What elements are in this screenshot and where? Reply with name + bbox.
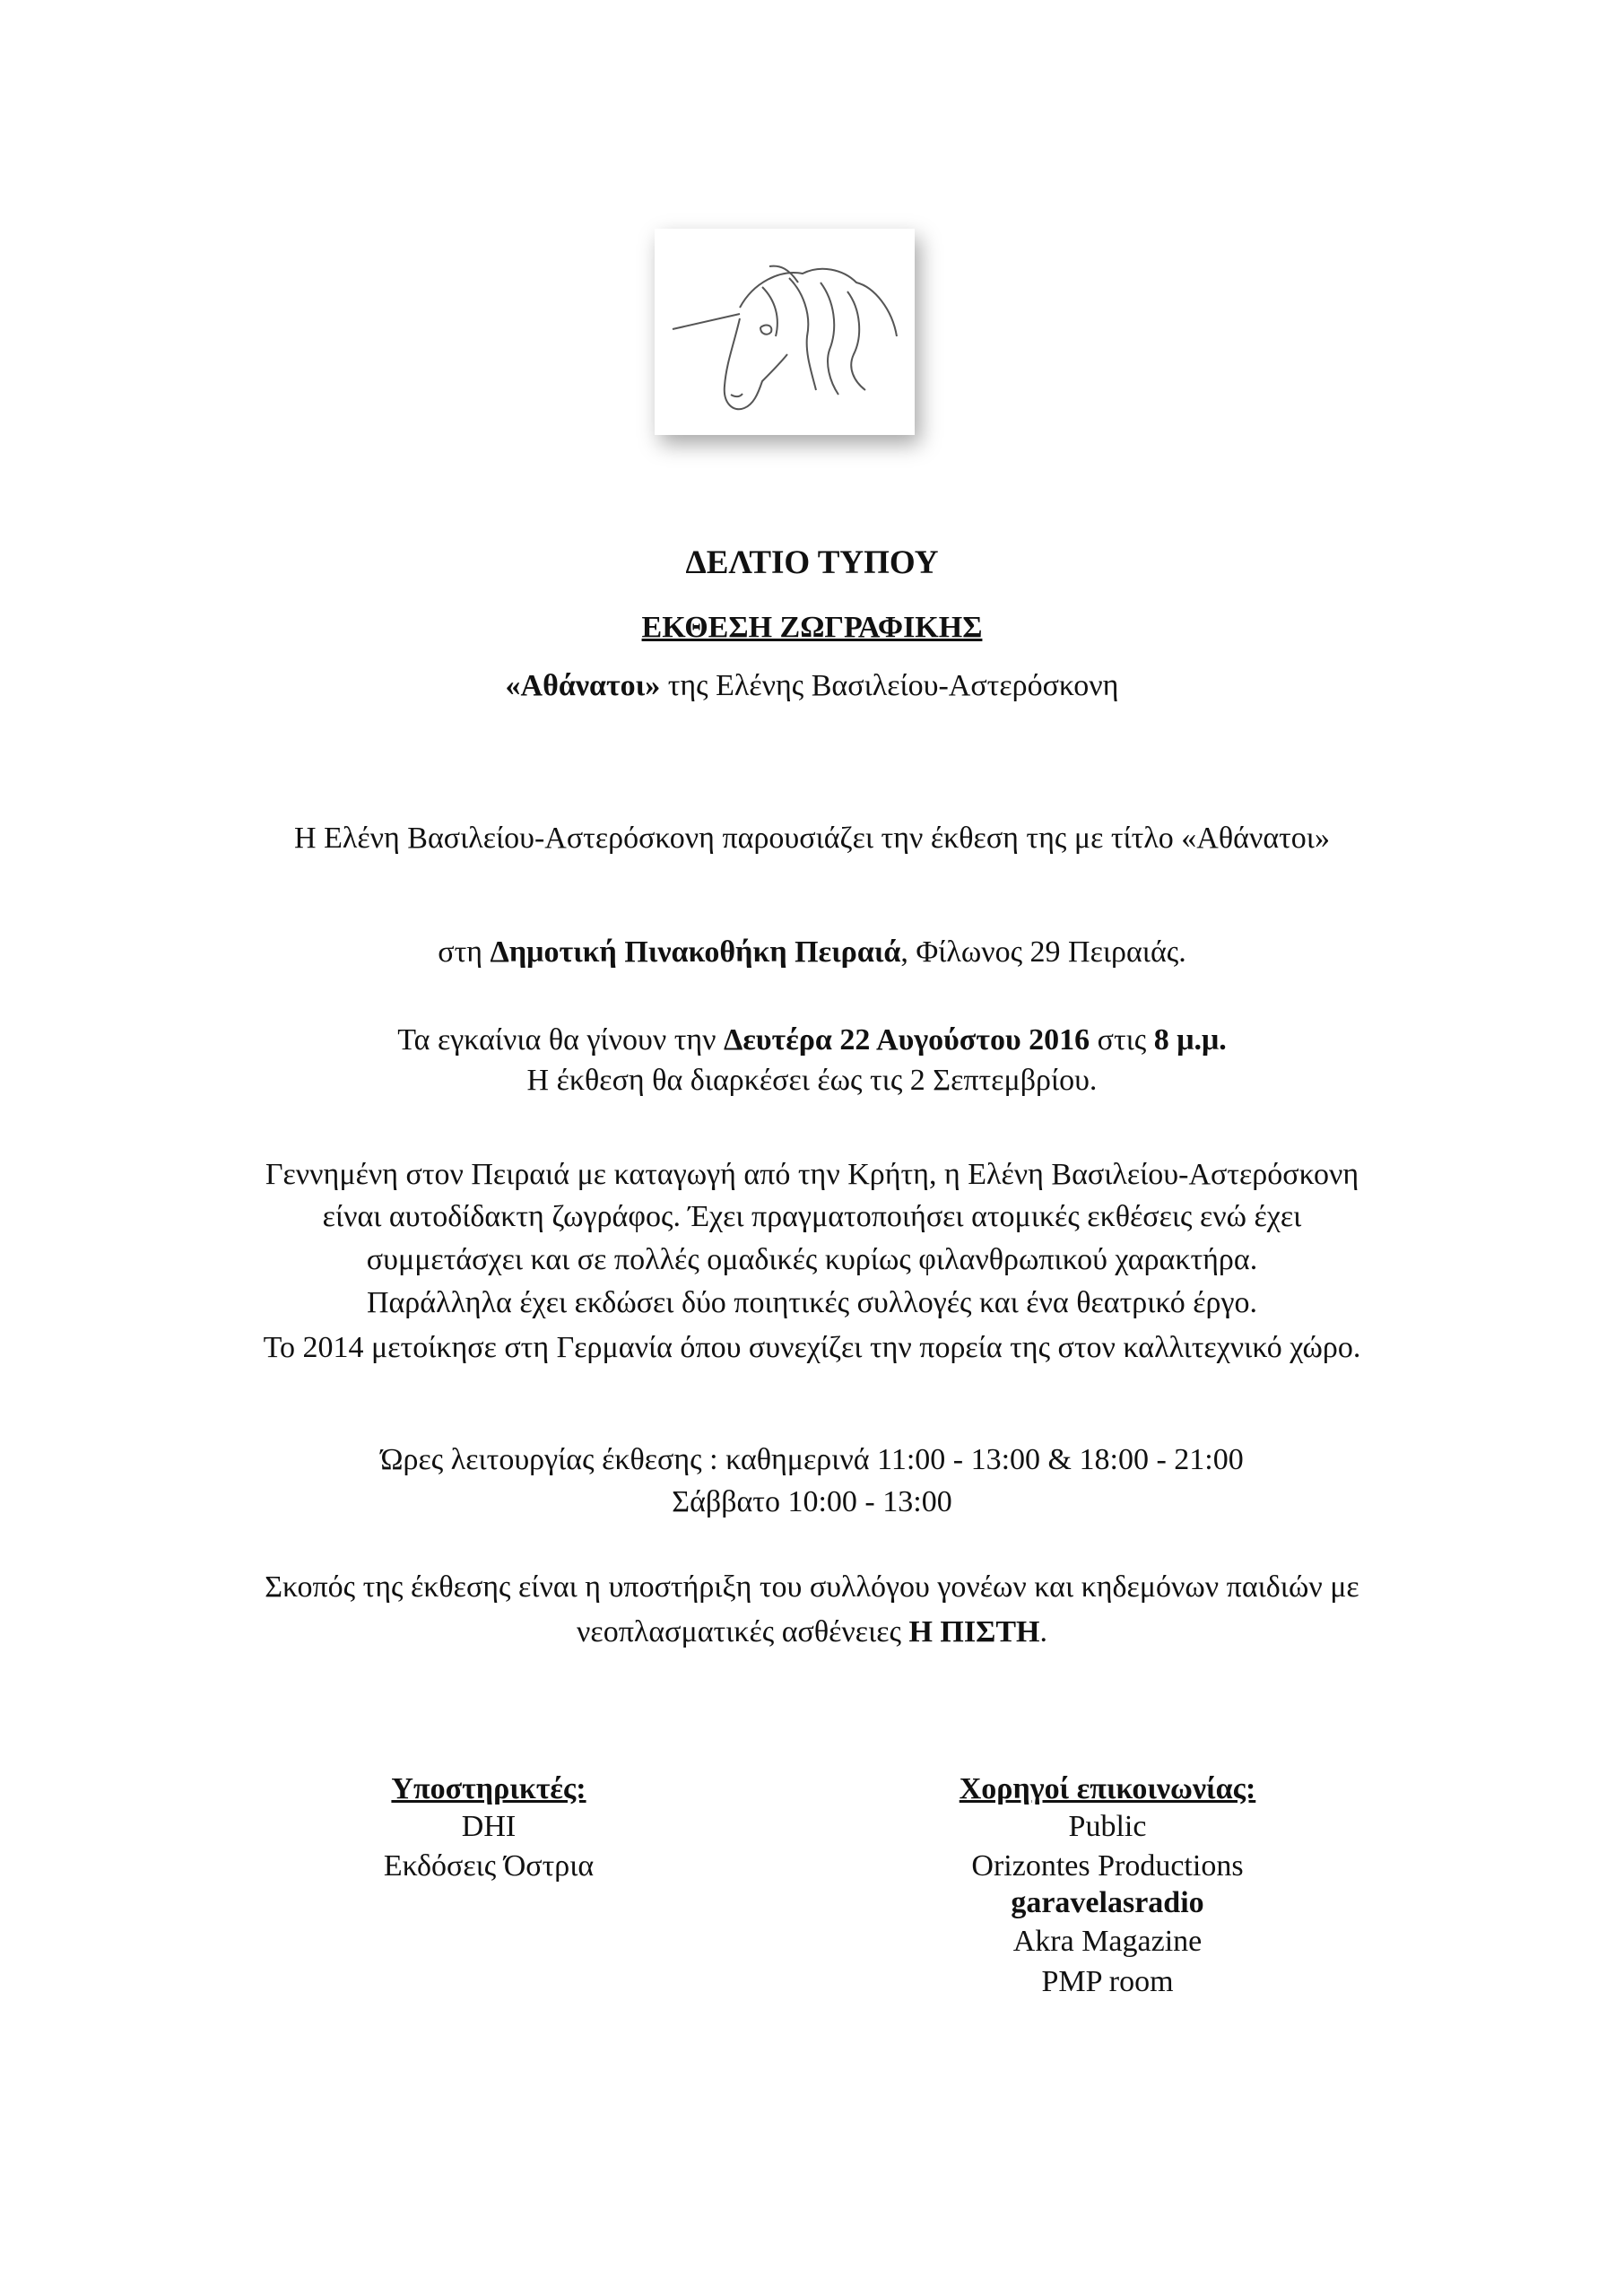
logo-image: [655, 229, 915, 435]
bio-line: Το 2014 μετοίκησε στη Γερμανία όπου συνεχίζει την πορεία της στον καλλιτεχνικό χώρο.: [263, 1331, 1361, 1364]
opening-line: [0, 1020, 1624, 1061]
purpose-prefix: νεοπλασματικές ασθένειες: [577, 1615, 909, 1648]
venue-address: , Φίλωνος 29 Πειραιάς.: [900, 935, 1186, 969]
venue-prefix: στη: [438, 935, 491, 969]
purpose-suffix: .: [1039, 1615, 1047, 1648]
organization-name: Η ΠΙΣΤΗ: [908, 1615, 1040, 1648]
document-subtitle: ΕΚΘΕΣΗ ΖΩΓΡΑΦΙΚΗΣ: [641, 611, 983, 644]
bio-line: είναι αυτοδίδακτη ζωγράφος. Έχει πραγματοποιήσει ατομικές εκθέσεις ενώ έχει: [322, 1200, 1302, 1233]
document-title: ΔΕΛΤΙΟ ΤΥΠΟΥ: [685, 544, 939, 581]
bio-line: συμμετάσχει και σε πολλές ομαδικές κυρίως φιλανθρωπικού χαρακτήρα.: [366, 1243, 1258, 1276]
exhibit-artist: της Ελένης Βασιλείου-Αστερόσκονη: [660, 669, 1119, 702]
intro-text: Η Ελένη Βασιλείου-Αστερόσκονη παρουσιάζει την έκθεση της με τίτλο «Αθάνατοι»: [294, 822, 1330, 855]
media-sponsor-item: Akra Magazine: [1012, 1925, 1203, 1958]
supporter-item: Εκδόσεις Όστρια: [383, 1849, 595, 1883]
venue-line: [0, 932, 1624, 973]
media-sponsor-item: [897, 1883, 1318, 1924]
media-sponsor-item: Public: [1068, 1810, 1147, 1843]
exhibit-line: [0, 665, 1624, 707]
garavelas-b: radio: [1134, 1886, 1204, 1919]
hours-line: Σάββατο 10:00 - 13:00: [672, 1485, 952, 1518]
opening-date: Δευτέρα 22 Αυγούστου 2016: [724, 1023, 1090, 1057]
duration-line: Η έκθεση θα διαρκέσει έως τις 2 Σεπτεμβρίου.: [526, 1064, 1098, 1097]
venue-name: Δημοτική Πινακοθήκη Πειραιά: [490, 935, 901, 969]
garavelas-a: garavelas: [1011, 1886, 1135, 1919]
unicorn-sketch-icon: [655, 229, 915, 435]
bio-line: Παράλληλα έχει εκδώσει δύο ποιητικές συλλογές και ένα θεατρικό έργο.: [366, 1286, 1258, 1319]
exhibit-name: «Αθάνατοι»: [505, 669, 661, 702]
hours-line: Ώρες λειτουργίας έκθεσης : καθημερινά 11:00 - 13:00 & 18:00 - 21:00: [380, 1443, 1244, 1476]
media-sponsors-heading: Χορηγοί επικοινωνίας:: [959, 1772, 1256, 1805]
purpose-line: [0, 1612, 1624, 1653]
supporters-heading: Υποστηρικτές:: [391, 1772, 586, 1805]
media-sponsor-item: Orizontes Productions: [971, 1849, 1244, 1883]
opening-time: 8 μ.μ.: [1153, 1023, 1227, 1057]
bio-line: Γεννημένη στον Πειραιά με καταγωγή από την Κρήτη, η Ελένη Βασιλείου-Αστερόσκονη: [265, 1158, 1359, 1191]
media-sponsor-item: PMP room: [1041, 1965, 1174, 1998]
opening-mid: στις: [1090, 1023, 1154, 1057]
opening-prefix: Τα εγκαίνια θα γίνουν την: [397, 1023, 725, 1057]
supporter-item: DHI: [461, 1810, 517, 1843]
purpose-line: Σκοπός της έκθεσης είναι η υποστήριξη του συλλόγου γονέων και κηδεμόνων παιδιών με: [265, 1570, 1359, 1604]
